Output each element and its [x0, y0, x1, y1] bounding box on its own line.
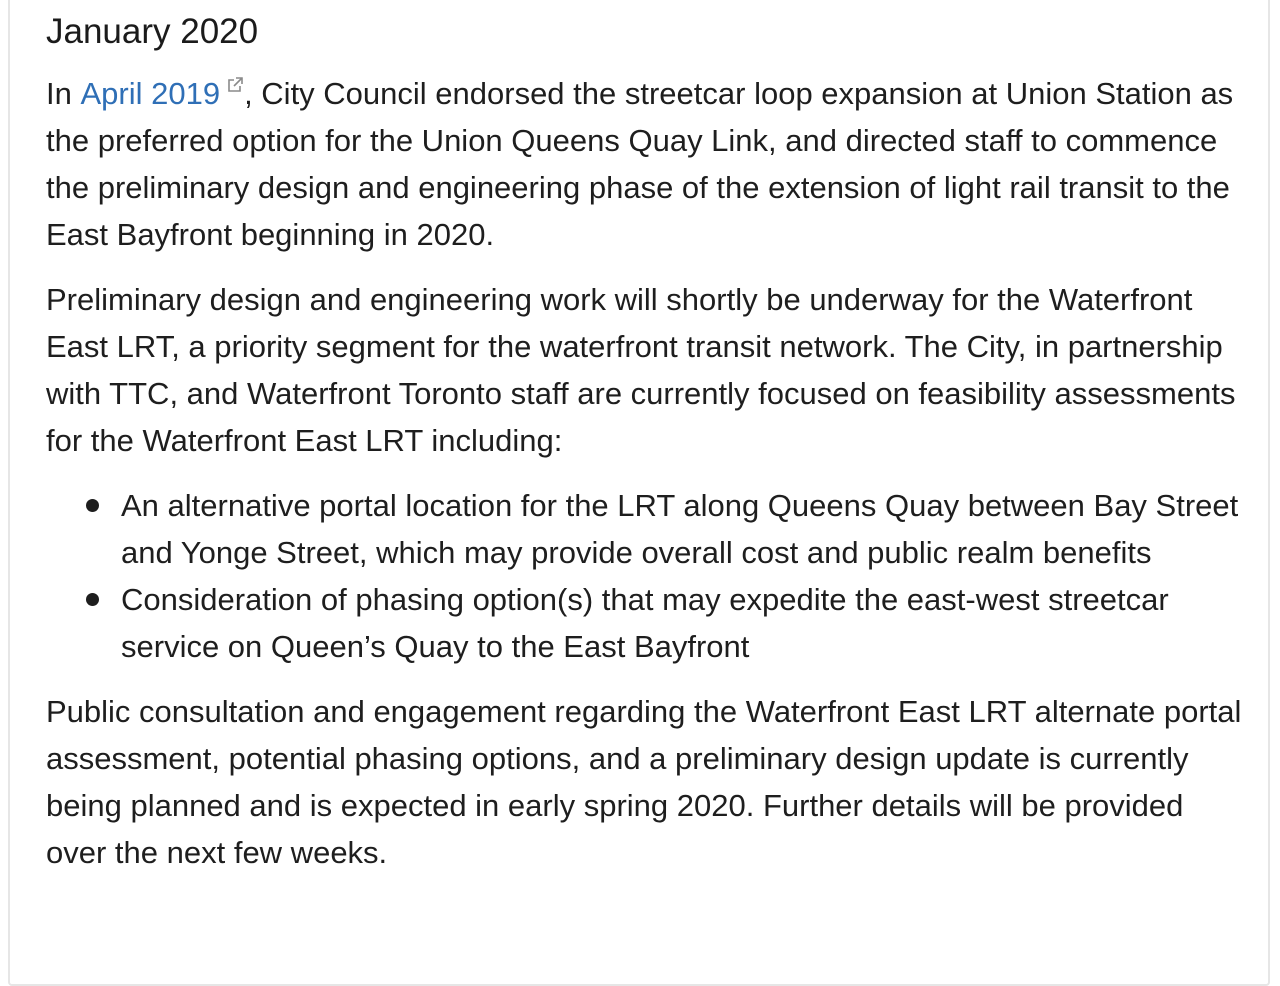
bullet-icon — [86, 593, 99, 606]
external-link-icon[interactable] — [226, 76, 244, 94]
paragraph-prefix: In — [46, 76, 81, 111]
section-title: January 2020 — [46, 12, 259, 51]
list-item — [121, 576, 1246, 670]
paragraph-suffix: , City Council endorsed the streetcar loop expansion at Union Station as the preferred option for the Union Queens Quay Link, and directed staff to commence the preliminary design and engineering phase of the extension of light rail transit to the East Bayfront beginning in 2020. — [46, 76, 1234, 252]
april-2019-link-text[interactable]: April 2019 — [80, 76, 221, 111]
paragraph-public-consultation: Public consultation and engagement regarding the Waterfront East LRT alternate portal assessment, potential phasing options, and a preliminary design update is currently being planned and is expected in early spring 2020. Further details will be provided over the next few weeks. — [46, 694, 1242, 870]
paragraph-council-endorsement — [46, 70, 1246, 258]
list-item-text: Consideration of phasing option(s) that may expedite the east-west streetcar service on Queen’s Quay to the East Bayfront — [121, 582, 1169, 664]
article-section — [46, 10, 1246, 894]
feasibility-list — [46, 482, 1246, 670]
april-2019-link[interactable] — [80, 76, 244, 111]
list-item — [121, 482, 1246, 576]
bullet-icon — [86, 499, 99, 512]
paragraph-preliminary-design: Preliminary design and engineering work will shortly be underway for the Waterfront East LRT, a priority segment for the waterfront transit network. The City, in partnership with TTC, and Waterfront Toronto staff are currently focused on feasibility assessments for the Waterfront East LRT including: — [46, 282, 1236, 458]
list-item-text: An alternative portal location for the LRT along Queens Quay between Bay Street and Yonge Street, which may provide overall cost and public realm benefits — [121, 488, 1239, 570]
